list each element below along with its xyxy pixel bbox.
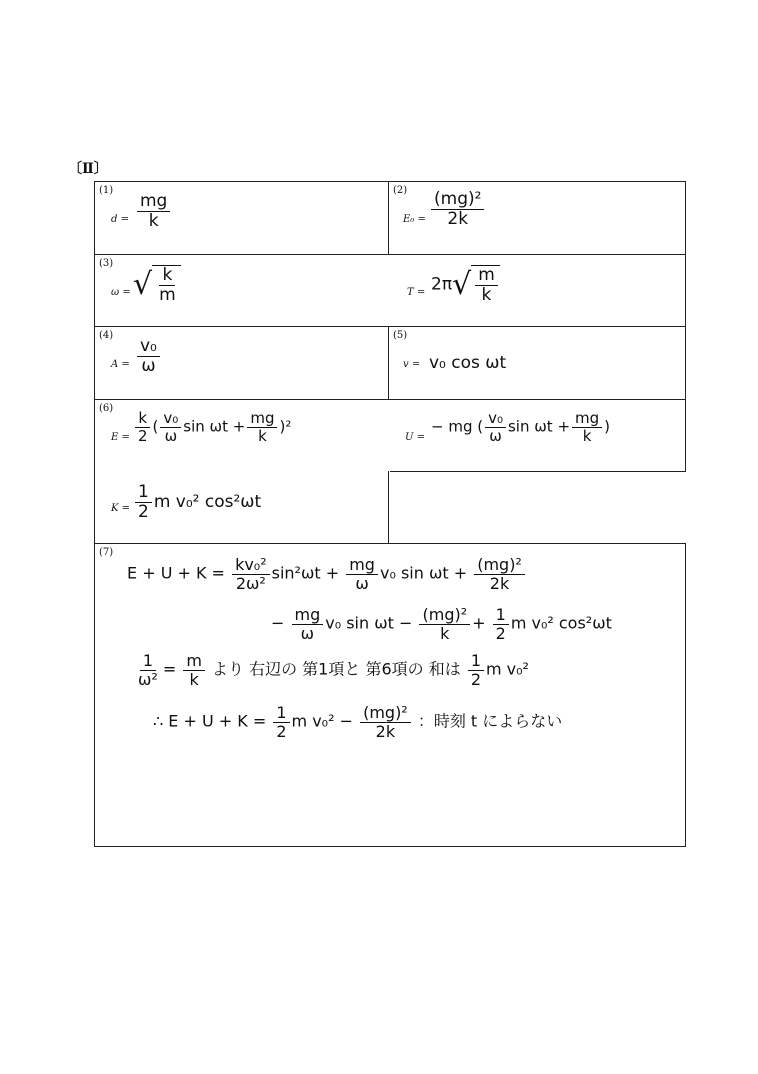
numerator: v₀: [137, 337, 160, 357]
denominator: 2ω²: [235, 573, 266, 593]
numerator: (mg)²: [360, 704, 411, 723]
potential-label: U =: [405, 432, 425, 443]
question-number: (3): [99, 258, 114, 269]
numerator: (mg)²: [474, 556, 525, 575]
question-number: (5): [393, 330, 408, 341]
denominator: 2: [276, 721, 287, 741]
term: v₀ sin ωt +: [379, 563, 468, 583]
line-3: [133, 652, 529, 688]
denominator: 2: [470, 669, 481, 689]
omega-expression: √ $\frac{k}{m}$: [133, 265, 181, 304]
numerator: (mg)²: [431, 190, 484, 210]
numerator: v₀: [485, 410, 506, 428]
numerator: mg: [292, 606, 324, 625]
period-expression: 2π √ $\frac{m}{k}$: [431, 265, 500, 304]
numerator: v₀: [160, 410, 181, 428]
term: E + U + K =: [127, 563, 225, 583]
answer-expression: [135, 337, 162, 375]
answer-box-4: [94, 326, 390, 401]
denominator: ω: [164, 426, 178, 445]
line-1: [127, 556, 527, 592]
numerator: 1: [140, 652, 156, 671]
paren: )²: [279, 417, 292, 436]
numerator: 1: [493, 606, 509, 625]
answer-expression: v₀ cos ωt: [429, 353, 507, 373]
denominator: m: [159, 284, 176, 305]
term: −: [271, 613, 285, 633]
answer-label: v =: [403, 359, 421, 370]
numerator: 1: [135, 483, 152, 503]
numerator: k: [135, 410, 150, 428]
question-number: (1): [99, 185, 114, 196]
line-2: [271, 606, 612, 642]
answer-box-6-divider: [388, 471, 390, 545]
energy-label: E =: [111, 432, 130, 443]
term: sin ωt +: [183, 417, 246, 436]
question-number: (2): [393, 185, 408, 196]
term: ∴ E + U + K =: [153, 711, 267, 731]
term: − mg (: [431, 417, 484, 436]
section-label: 〔Ⅱ〕: [68, 161, 108, 177]
denominator: 2k: [447, 208, 469, 229]
denominator: k: [258, 426, 267, 445]
term: +: [472, 613, 486, 633]
answer-box-7: [94, 543, 686, 847]
denominator: k: [440, 623, 450, 643]
period-prefix: 2π: [431, 274, 453, 295]
answer-label: A =: [111, 359, 130, 370]
denominator: 2k: [489, 573, 510, 593]
term: m v₀²: [486, 659, 529, 679]
potential-expression: [431, 410, 610, 444]
numerator: mg: [346, 556, 378, 575]
paren: (: [152, 417, 159, 436]
kinetic-label: K =: [111, 503, 131, 514]
term: sin²ωt +: [271, 563, 340, 583]
energy-expression: [133, 410, 291, 444]
numerator: (mg)²: [419, 606, 470, 625]
answer-box-3: [94, 254, 686, 328]
denominator: ω: [141, 355, 156, 376]
term: v₀ sin ωt −: [325, 613, 413, 633]
denominator: 2: [495, 623, 506, 643]
paren: ): [604, 417, 611, 436]
denominator: 2k: [375, 721, 396, 741]
denominator: k: [148, 210, 159, 231]
numerator: m: [183, 652, 205, 671]
answer-label: d =: [111, 214, 129, 225]
denominator: ω: [489, 426, 502, 445]
line-4: [153, 704, 562, 740]
denominator: 2: [138, 501, 149, 522]
question-number: (6): [99, 403, 114, 414]
numerator: mg: [137, 192, 170, 212]
question-number: (4): [99, 330, 114, 341]
question-number: (7): [99, 547, 114, 558]
numerator: kv₀²: [232, 556, 270, 575]
term: m v₀² cos²ωt: [153, 492, 262, 513]
period-label: T =: [407, 287, 426, 298]
term: sin ωt +: [507, 417, 571, 436]
numerator: 1: [468, 652, 484, 671]
term: m v₀² cos²ωt: [510, 613, 612, 633]
term: m v₀² −: [291, 711, 353, 731]
answer-expression: [135, 192, 172, 230]
term: =: [162, 659, 177, 679]
answer-box-6-kinetic: [94, 471, 390, 545]
denominator: ω²: [138, 669, 158, 689]
answer-box-6-right-border: [388, 471, 686, 473]
answer-expression: [429, 190, 486, 228]
kinetic-expression: [133, 483, 261, 521]
answer-box-5: [388, 326, 686, 401]
term: より 右辺の 第1項と 第6項の 和は: [212, 659, 461, 679]
answer-box-6: [94, 399, 686, 473]
numerator: m: [475, 266, 498, 286]
numerator: k: [159, 266, 175, 286]
denominator: ω: [355, 573, 369, 593]
answer-box-2: [388, 181, 686, 256]
denominator: k: [481, 284, 492, 305]
numerator: mg: [572, 410, 602, 428]
term: ：時刻 t によらない: [417, 711, 563, 731]
denominator: ω: [300, 623, 315, 643]
omega-label: ω =: [111, 287, 131, 298]
denominator: k: [189, 669, 199, 689]
denominator: k: [582, 426, 592, 445]
denominator: 2: [138, 426, 148, 445]
numerator: 1: [273, 704, 289, 723]
numerator: mg: [247, 410, 277, 428]
answer-box-1: [94, 181, 390, 256]
answer-label: E₀ =: [403, 214, 426, 225]
